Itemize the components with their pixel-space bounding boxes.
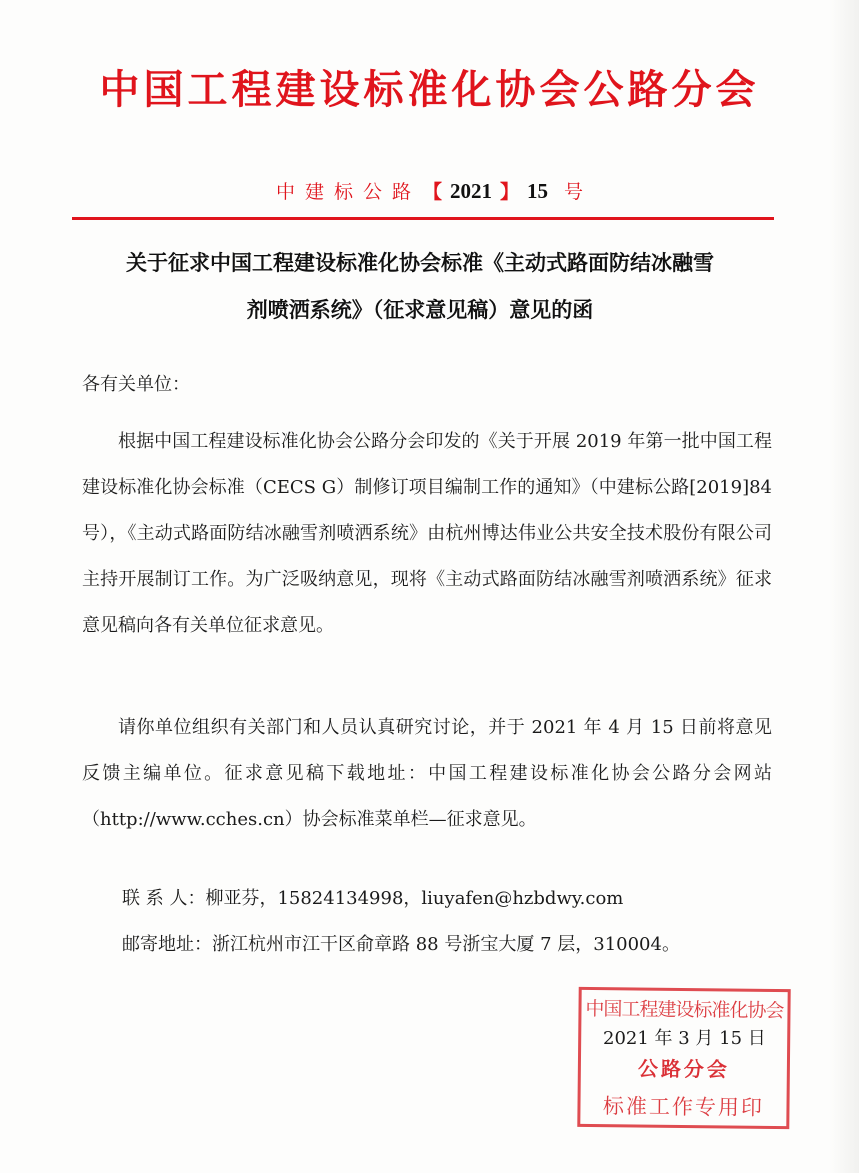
doc-number-prefix: 中建标公路 [275,181,421,203]
page-edge-shadow [829,0,859,1173]
document-number [0,177,859,204]
seal-middle-text: 公路分会 [637,1056,731,1082]
signature-date: 2021 年 3 月 15 日 [603,1028,766,1049]
body-paragraph-1: 根据中国工程建设标准化协会公路分会印发的《关于开展 2019 年第一批中国工程建设标准化协会标准（CECS G）制修订项目编制工作的通知》（中建标公路[2019]84 号），《主动式路面防结冰融雪剂喷洒系统》由杭州博达伟业公共安全技术股份有限公司主持开展制订工作。为广泛吸纳意见，现将《主动式路面防结冰融雪剂喷洒系统》征求意见稿向各有关单位征求意见。 [82,431,772,636]
letter-title-line-1: 关于征求中国工程建设标准化协会标准《主动式路面防结冰融雪 [126,251,714,275]
salutation: 各有关单位： [82,374,190,395]
organization-header: 中国工程建设标准化协会公路分会 [99,67,760,113]
mailing-address: 邮寄地址：浙江杭州市江干区俞章路 88 号浙宝大厦 7 层，310004。 [122,934,680,955]
letter-title [60,240,780,334]
body-paragraph-2: 请你单位组织有关部门和人员认真研究讨论，并于 2021 年 4 月 15 日前将意见反馈主编单位。征求意见稿下载地址：中国工程建设标准化协会公路分会网站（http://www.cches.cn）协会标准菜单栏—征求意见。 [82,717,772,830]
doc-number-year: 2021 [450,179,492,203]
doc-number-right-bracket: 】 [500,181,520,203]
seal-bottom-text: 标准工作专用印 [602,1094,765,1120]
header-divider [72,217,774,220]
seal-top-text: 中国工程建设标准化协会 [585,997,784,1023]
doc-number-sequence: 15 [527,179,549,203]
doc-number-left-bracket: 【 [422,181,442,203]
contact-person: 联 系 人：柳亚芬，15824134998，liuyafen@hzbdwy.com [122,888,624,909]
letter-title-line-2: 剂喷洒系统》（征求意见稿）意见的函 [246,298,594,322]
doc-number-suffix: 号 [564,181,584,203]
official-seal [577,987,790,1129]
